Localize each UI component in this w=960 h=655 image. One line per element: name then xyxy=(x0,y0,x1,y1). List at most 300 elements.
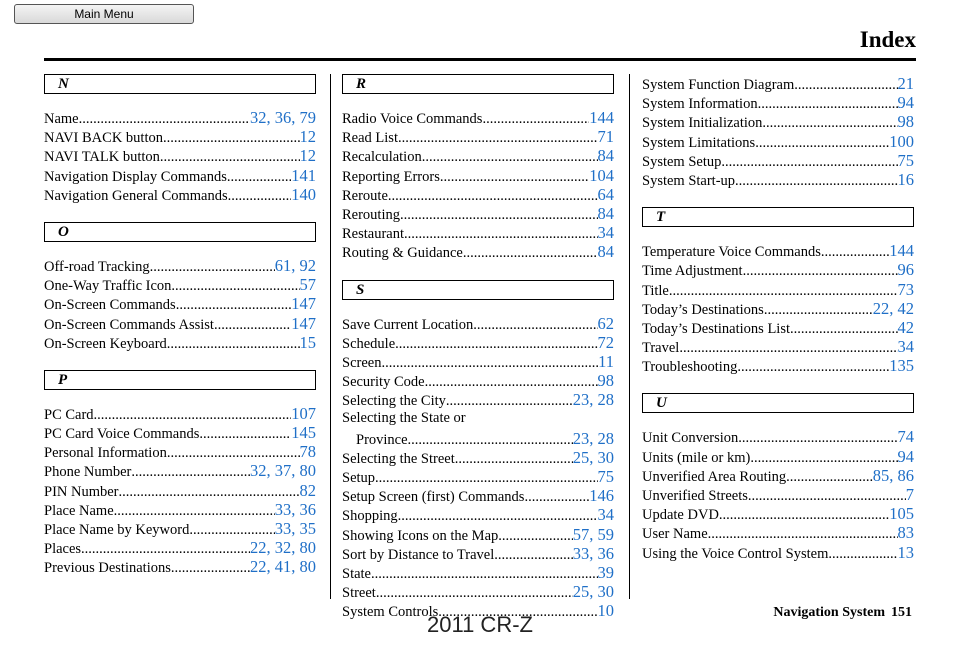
page-links xyxy=(598,185,615,204)
page-link[interactable]: 23 xyxy=(572,428,590,448)
page-links xyxy=(898,112,915,131)
index-entry-label: Name xyxy=(44,111,79,127)
page-link[interactable]: 144 xyxy=(589,108,614,127)
page-links xyxy=(300,275,317,294)
leader-dots xyxy=(398,507,598,526)
leader-dots xyxy=(422,148,598,167)
leader-dots xyxy=(381,354,598,373)
section-header-s: S xyxy=(342,280,614,300)
index-entry-label: Navigation Display Commands xyxy=(44,168,227,185)
index-entry xyxy=(44,127,316,146)
leader-dots xyxy=(790,320,897,339)
page-link[interactable]: 30 xyxy=(597,582,614,602)
index-entry-label: PC Card xyxy=(44,406,94,423)
index-entry xyxy=(342,185,614,204)
leader-dots xyxy=(228,187,292,206)
page-links xyxy=(291,404,316,423)
model-label: 2011 CR-Z xyxy=(427,612,533,637)
page-links xyxy=(300,481,317,500)
index-entry xyxy=(342,563,614,582)
index-entry xyxy=(44,481,316,500)
index-entry xyxy=(44,146,316,165)
index-entry-label: Using the Voice Control System xyxy=(642,545,829,562)
page-link[interactable]: 36 xyxy=(597,543,614,563)
index-entry-label: Schedule xyxy=(342,335,396,352)
page-link[interactable]: 82 xyxy=(299,480,316,500)
page-links xyxy=(889,132,914,151)
index-entry-label: Save Current Location xyxy=(342,316,474,333)
index-entry-label: Province xyxy=(356,431,408,448)
index-entry xyxy=(44,423,316,442)
leader-dots xyxy=(388,187,598,206)
index-entry-label: System Initialization xyxy=(642,115,763,132)
index-column-1 xyxy=(44,74,316,577)
page-links xyxy=(598,223,615,242)
leader-dots xyxy=(425,373,598,392)
page-link[interactable]: 16 xyxy=(897,169,914,189)
index-entry xyxy=(44,166,316,185)
leader-dots xyxy=(473,316,597,335)
page-link[interactable]: 36 xyxy=(274,108,292,127)
page-link[interactable]: 11 xyxy=(598,351,614,371)
page-links: 57, 59 xyxy=(572,524,614,544)
page-links: 32, 37, 80 xyxy=(250,461,316,481)
page-link[interactable]: 22 xyxy=(250,557,267,577)
leader-dots xyxy=(94,406,292,425)
index-entry-label: Place Name by Keyword xyxy=(44,522,190,538)
index-entry-label: Rerouting xyxy=(342,206,400,223)
page-link[interactable]: 37 xyxy=(274,461,292,481)
page-links xyxy=(898,318,915,337)
index-entry xyxy=(642,260,914,279)
page-link[interactable]: 28 xyxy=(597,428,614,448)
section-header-o: O xyxy=(44,222,316,242)
index-entry-label: Setup xyxy=(342,470,376,486)
leader-dots xyxy=(163,129,300,148)
page-link[interactable]: 39 xyxy=(597,562,614,582)
index-entry xyxy=(342,314,614,333)
index-entry-label: Phone Number xyxy=(44,464,132,481)
page-links xyxy=(291,185,316,204)
page-links xyxy=(898,337,915,356)
index-entry-label: System Setup xyxy=(642,153,722,170)
main-menu-button[interactable]: Main Menu xyxy=(14,4,194,24)
page-link[interactable]: 57 xyxy=(299,275,316,295)
index-entry xyxy=(342,525,614,544)
index-entry-label: Shopping xyxy=(342,508,398,525)
leader-dots xyxy=(719,506,889,525)
index-entry-label: Place Name xyxy=(44,502,114,519)
page-links xyxy=(598,333,615,352)
leader-dots xyxy=(199,425,291,444)
page-link[interactable]: 147 xyxy=(291,313,316,333)
index-entry xyxy=(342,108,614,127)
index-entry xyxy=(642,93,914,112)
index-entry xyxy=(44,333,316,352)
page-links: 22, 32, 80 xyxy=(250,538,316,558)
page-link[interactable]: 84 xyxy=(597,242,614,262)
page-link[interactable]: 105 xyxy=(889,504,914,524)
leader-dots xyxy=(764,301,873,320)
index-entry xyxy=(342,429,614,448)
leader-dots xyxy=(482,110,589,129)
index-entry-label: Security Code xyxy=(342,374,425,391)
leader-dots xyxy=(738,429,897,448)
page-links: 23, 28 xyxy=(572,390,614,410)
index-entry xyxy=(642,504,914,523)
index-entry-label: NAVI TALK button xyxy=(44,149,160,166)
page-link[interactable]: 145 xyxy=(291,423,316,443)
page-link[interactable]: 74 xyxy=(897,427,914,447)
page-link[interactable]: 72 xyxy=(597,332,614,352)
page-link[interactable]: 94 xyxy=(897,446,914,466)
leader-dots xyxy=(708,525,898,544)
page-links xyxy=(598,127,615,146)
index-entry xyxy=(44,256,316,275)
leader-dots xyxy=(828,545,897,564)
page-links xyxy=(898,93,915,112)
index-entry-label: Units (mile or km) xyxy=(642,449,751,466)
page-link[interactable]: 75 xyxy=(597,467,614,486)
index-entry-label: Title xyxy=(642,282,669,299)
page-link[interactable]: 85 xyxy=(872,465,890,485)
page-link[interactable]: 32 xyxy=(250,108,267,127)
page-link[interactable]: 140 xyxy=(291,184,316,204)
page-link[interactable]: 41 xyxy=(274,557,292,577)
page-links xyxy=(589,166,614,185)
index-entry xyxy=(342,448,614,467)
page-links: 33, 35 xyxy=(274,519,316,538)
index-entry xyxy=(342,505,614,524)
page-link[interactable]: 83 xyxy=(897,523,914,543)
page-links: 32, 36, 79 xyxy=(250,108,316,127)
page-link[interactable]: 32 xyxy=(274,538,292,558)
section-header-n: N xyxy=(44,74,316,94)
page-links xyxy=(300,442,317,461)
leader-dots xyxy=(404,225,597,244)
leader-dots xyxy=(79,110,250,129)
index-entry-label: Showing Icons on the Map xyxy=(342,527,499,544)
leader-dots xyxy=(721,153,897,172)
index-entry-label: Travel xyxy=(642,340,680,357)
index-entry-label: Previous Destinations xyxy=(44,560,171,577)
index-entry xyxy=(642,151,914,170)
page-links xyxy=(889,241,914,260)
page-link[interactable]: 34 xyxy=(597,505,614,525)
page-link[interactable]: 34 xyxy=(597,223,614,243)
leader-dots xyxy=(794,76,897,95)
leader-dots xyxy=(395,335,597,354)
leader-dots xyxy=(743,262,898,281)
page-link[interactable]: 78 xyxy=(299,442,316,462)
page-link[interactable]: 36 xyxy=(299,499,316,519)
index-entry-label: Reroute xyxy=(342,187,388,204)
index-entry xyxy=(44,404,316,423)
index-entry xyxy=(342,127,614,146)
index-entry xyxy=(642,170,914,189)
page-links xyxy=(291,423,316,442)
index-entry-label: Read List xyxy=(342,130,398,147)
page-link[interactable]: 84 xyxy=(597,146,614,166)
title-rule xyxy=(44,58,916,61)
index-entry xyxy=(642,466,914,485)
index-entry-label: User Name xyxy=(642,526,708,543)
index-entry xyxy=(44,500,316,519)
index-entry-label: NAVI BACK button xyxy=(44,130,163,147)
leader-dots xyxy=(150,258,275,277)
page-links xyxy=(898,523,915,542)
page-link[interactable]: 33 xyxy=(274,519,292,538)
page-links xyxy=(898,151,915,170)
index-entry-label: On-Screen Commands Assist xyxy=(44,316,214,333)
index-entry xyxy=(44,519,316,538)
page-link[interactable]: 22 xyxy=(250,538,267,558)
index-entry xyxy=(342,390,614,409)
page-links xyxy=(598,204,615,223)
index-column-2 xyxy=(342,74,614,621)
index-entry xyxy=(642,241,914,260)
index-entry-label: Today’s Destinations xyxy=(642,301,764,318)
page-link[interactable]: 42 xyxy=(897,317,914,337)
index-entry xyxy=(642,337,914,356)
page-link[interactable]: 80 xyxy=(299,538,316,558)
index-entry xyxy=(342,204,614,223)
index-entry xyxy=(342,333,614,352)
page-link[interactable]: 147 xyxy=(291,294,316,314)
index-entry xyxy=(642,427,914,446)
index-entry xyxy=(642,112,914,131)
leader-dots xyxy=(398,129,598,148)
leader-dots xyxy=(498,527,572,546)
index-entry xyxy=(44,461,316,480)
page-link[interactable]: 23 xyxy=(572,390,590,410)
page-links xyxy=(898,543,915,562)
index-entry-label: Update DVD xyxy=(642,507,719,524)
page-link[interactable]: 25 xyxy=(572,447,590,467)
leader-dots xyxy=(214,316,291,335)
index-entry-label: System Start-up xyxy=(642,172,736,189)
index-entry-label: Street xyxy=(342,585,376,602)
index-entry-label: Navigation General Commands xyxy=(44,187,228,204)
page-link[interactable]: 35 xyxy=(299,519,316,538)
page-link[interactable]: 34 xyxy=(897,337,914,357)
page-links xyxy=(898,74,915,93)
index-entry xyxy=(642,318,914,337)
page-links xyxy=(300,146,317,165)
footer-page-number: 151 xyxy=(891,605,912,620)
page-links xyxy=(598,146,615,165)
index-entry-label: Unverified Area Routing xyxy=(642,468,787,485)
page-link[interactable]: 144 xyxy=(889,241,914,261)
leader-dots xyxy=(524,488,589,507)
page-link[interactable]: 59 xyxy=(597,524,614,544)
page-links xyxy=(589,108,614,127)
page-link[interactable]: 25 xyxy=(572,582,590,602)
index-entry-label: Restaurant xyxy=(342,226,405,243)
page-link[interactable]: 80 xyxy=(299,461,316,481)
page-links xyxy=(291,314,316,333)
page-link[interactable]: 98 xyxy=(897,112,914,132)
leader-dots xyxy=(376,584,573,603)
page-link[interactable]: 30 xyxy=(597,447,614,467)
page-link[interactable]: 80 xyxy=(299,557,316,577)
leader-dots xyxy=(375,469,597,488)
page-link[interactable]: 10 xyxy=(597,601,614,621)
page-link[interactable]: 75 xyxy=(897,150,914,170)
page-link[interactable]: 73 xyxy=(897,279,914,299)
index-entry xyxy=(44,185,316,204)
page-links: 33, 36 xyxy=(274,499,316,519)
index-entry xyxy=(44,442,316,461)
page-link[interactable]: 62 xyxy=(597,313,614,333)
section-gap xyxy=(342,262,614,280)
page-link[interactable]: 12 xyxy=(299,146,316,166)
page-link[interactable]: 86 xyxy=(897,465,914,485)
index-entry xyxy=(342,371,614,390)
section-header-p: P xyxy=(44,370,316,390)
page-links xyxy=(889,504,914,523)
page-link[interactable]: 135 xyxy=(889,356,914,376)
section-header-u: U xyxy=(642,393,914,413)
page-link[interactable]: 57 xyxy=(572,524,590,544)
page-link[interactable]: 22 xyxy=(872,298,890,318)
leader-dots xyxy=(119,483,300,502)
leader-dots xyxy=(371,565,598,584)
index-entry xyxy=(342,242,614,261)
page-link[interactable]: 21 xyxy=(897,74,914,93)
page-links xyxy=(300,127,317,146)
index-entry-label: Unit Conversion xyxy=(642,430,739,447)
page-link[interactable]: 61 xyxy=(274,255,292,275)
page-link[interactable]: 33 xyxy=(274,499,292,519)
index-entry xyxy=(44,314,316,333)
index-entry-label: Personal Information xyxy=(44,445,167,462)
leader-dots xyxy=(737,358,889,377)
index-entry xyxy=(44,294,316,313)
page-link[interactable]: 12 xyxy=(299,127,316,147)
page-links: 25, 30 xyxy=(572,447,614,467)
index-entry-label: On-Screen Commands xyxy=(44,297,176,314)
index-entry xyxy=(642,280,914,299)
page-link[interactable]: 32 xyxy=(250,461,267,481)
leader-dots xyxy=(463,244,598,263)
page-link[interactable]: 100 xyxy=(889,131,914,151)
section-header-t: T xyxy=(642,207,914,227)
index-entry xyxy=(342,544,614,563)
index-entry xyxy=(642,523,914,542)
index-entry-label: Selecting the City xyxy=(342,393,446,410)
index-entry-label: Places xyxy=(44,541,82,558)
index-entry-label: System Information xyxy=(642,96,758,113)
index-entry-label: System Function Diagram xyxy=(642,77,795,93)
page-links: 85, 86 xyxy=(872,465,914,485)
page-link[interactable]: 92 xyxy=(299,255,316,275)
page-links xyxy=(598,242,615,261)
page-link[interactable]: 107 xyxy=(291,403,316,423)
leader-dots xyxy=(400,206,598,225)
page-links xyxy=(898,447,915,466)
index-entry xyxy=(342,582,614,601)
page-link[interactable]: 28 xyxy=(597,390,614,410)
page-link[interactable]: 141 xyxy=(291,165,316,185)
leader-dots xyxy=(455,450,573,469)
leader-dots xyxy=(167,335,300,354)
section-header-r: R xyxy=(342,74,614,94)
leader-dots xyxy=(227,168,291,187)
page-links: 25, 30 xyxy=(572,582,614,602)
page-link[interactable]: 96 xyxy=(897,260,914,280)
page-link[interactable]: 104 xyxy=(589,165,614,185)
index-entry-label: PC Card Voice Commands xyxy=(44,426,200,443)
index-entry xyxy=(642,74,914,93)
index-entry-label: Troubleshooting xyxy=(642,359,738,376)
leader-dots xyxy=(114,502,275,521)
section-gap xyxy=(642,189,914,207)
page-link[interactable]: 33 xyxy=(572,543,590,563)
leader-dots xyxy=(735,172,897,191)
page-link[interactable]: 84 xyxy=(597,203,614,223)
index-entry-label: State xyxy=(342,565,371,582)
page-link[interactable]: 42 xyxy=(897,298,914,318)
index-entry-label: Sort by Distance to Travel xyxy=(342,546,495,563)
leader-dots xyxy=(81,540,250,559)
leader-dots xyxy=(171,559,250,578)
page-link[interactable]: 13 xyxy=(897,542,914,562)
page-link[interactable]: 98 xyxy=(597,371,614,391)
page-link[interactable]: 79 xyxy=(299,108,316,127)
index-entry xyxy=(44,108,316,127)
page-link[interactable]: 71 xyxy=(597,127,614,147)
index-entry-label: On-Screen Keyboard xyxy=(44,335,167,352)
index-entry-label: Today’s Destinations List xyxy=(642,320,791,337)
leader-dots xyxy=(440,168,589,187)
index-entry-label: System Controls xyxy=(342,604,439,621)
page-links xyxy=(906,485,914,504)
page-links xyxy=(598,563,615,582)
page-link[interactable]: 94 xyxy=(897,93,914,113)
index-entry-label: Temperature Voice Commands xyxy=(642,244,821,261)
page-link[interactable]: 146 xyxy=(589,486,614,506)
index-entry-label: Unverified Streets xyxy=(642,488,748,504)
section-gap xyxy=(44,204,316,222)
page-links: 23, 28 xyxy=(572,428,614,448)
page-links xyxy=(898,427,915,446)
leader-dots xyxy=(679,339,897,358)
page-links xyxy=(598,352,614,371)
page-link[interactable]: 64 xyxy=(597,184,614,204)
leader-dots xyxy=(821,243,889,262)
page-link[interactable]: 15 xyxy=(299,332,316,352)
index-entry-label: Reporting Errors xyxy=(342,168,440,185)
index-entry-label: One-Way Traffic Icon xyxy=(44,278,172,295)
leader-dots xyxy=(494,546,573,565)
index-entry xyxy=(642,299,914,318)
index-entry-label: Time Adjustment xyxy=(642,263,743,280)
page-link[interactable]: 7 xyxy=(905,485,914,504)
leader-dots xyxy=(755,134,889,153)
index-entry xyxy=(342,352,614,371)
index-entry xyxy=(342,166,614,185)
index-entry-label: Radio Voice Commands xyxy=(342,111,483,127)
page-links: 22, 41, 80 xyxy=(250,557,316,577)
page-links: 33, 36 xyxy=(572,543,614,563)
index-entry-label: PIN Number xyxy=(44,483,119,500)
page-links xyxy=(898,170,915,189)
section-gap xyxy=(44,352,316,370)
leader-dots xyxy=(131,463,250,482)
leader-dots xyxy=(786,468,873,487)
index-entry xyxy=(642,485,914,504)
